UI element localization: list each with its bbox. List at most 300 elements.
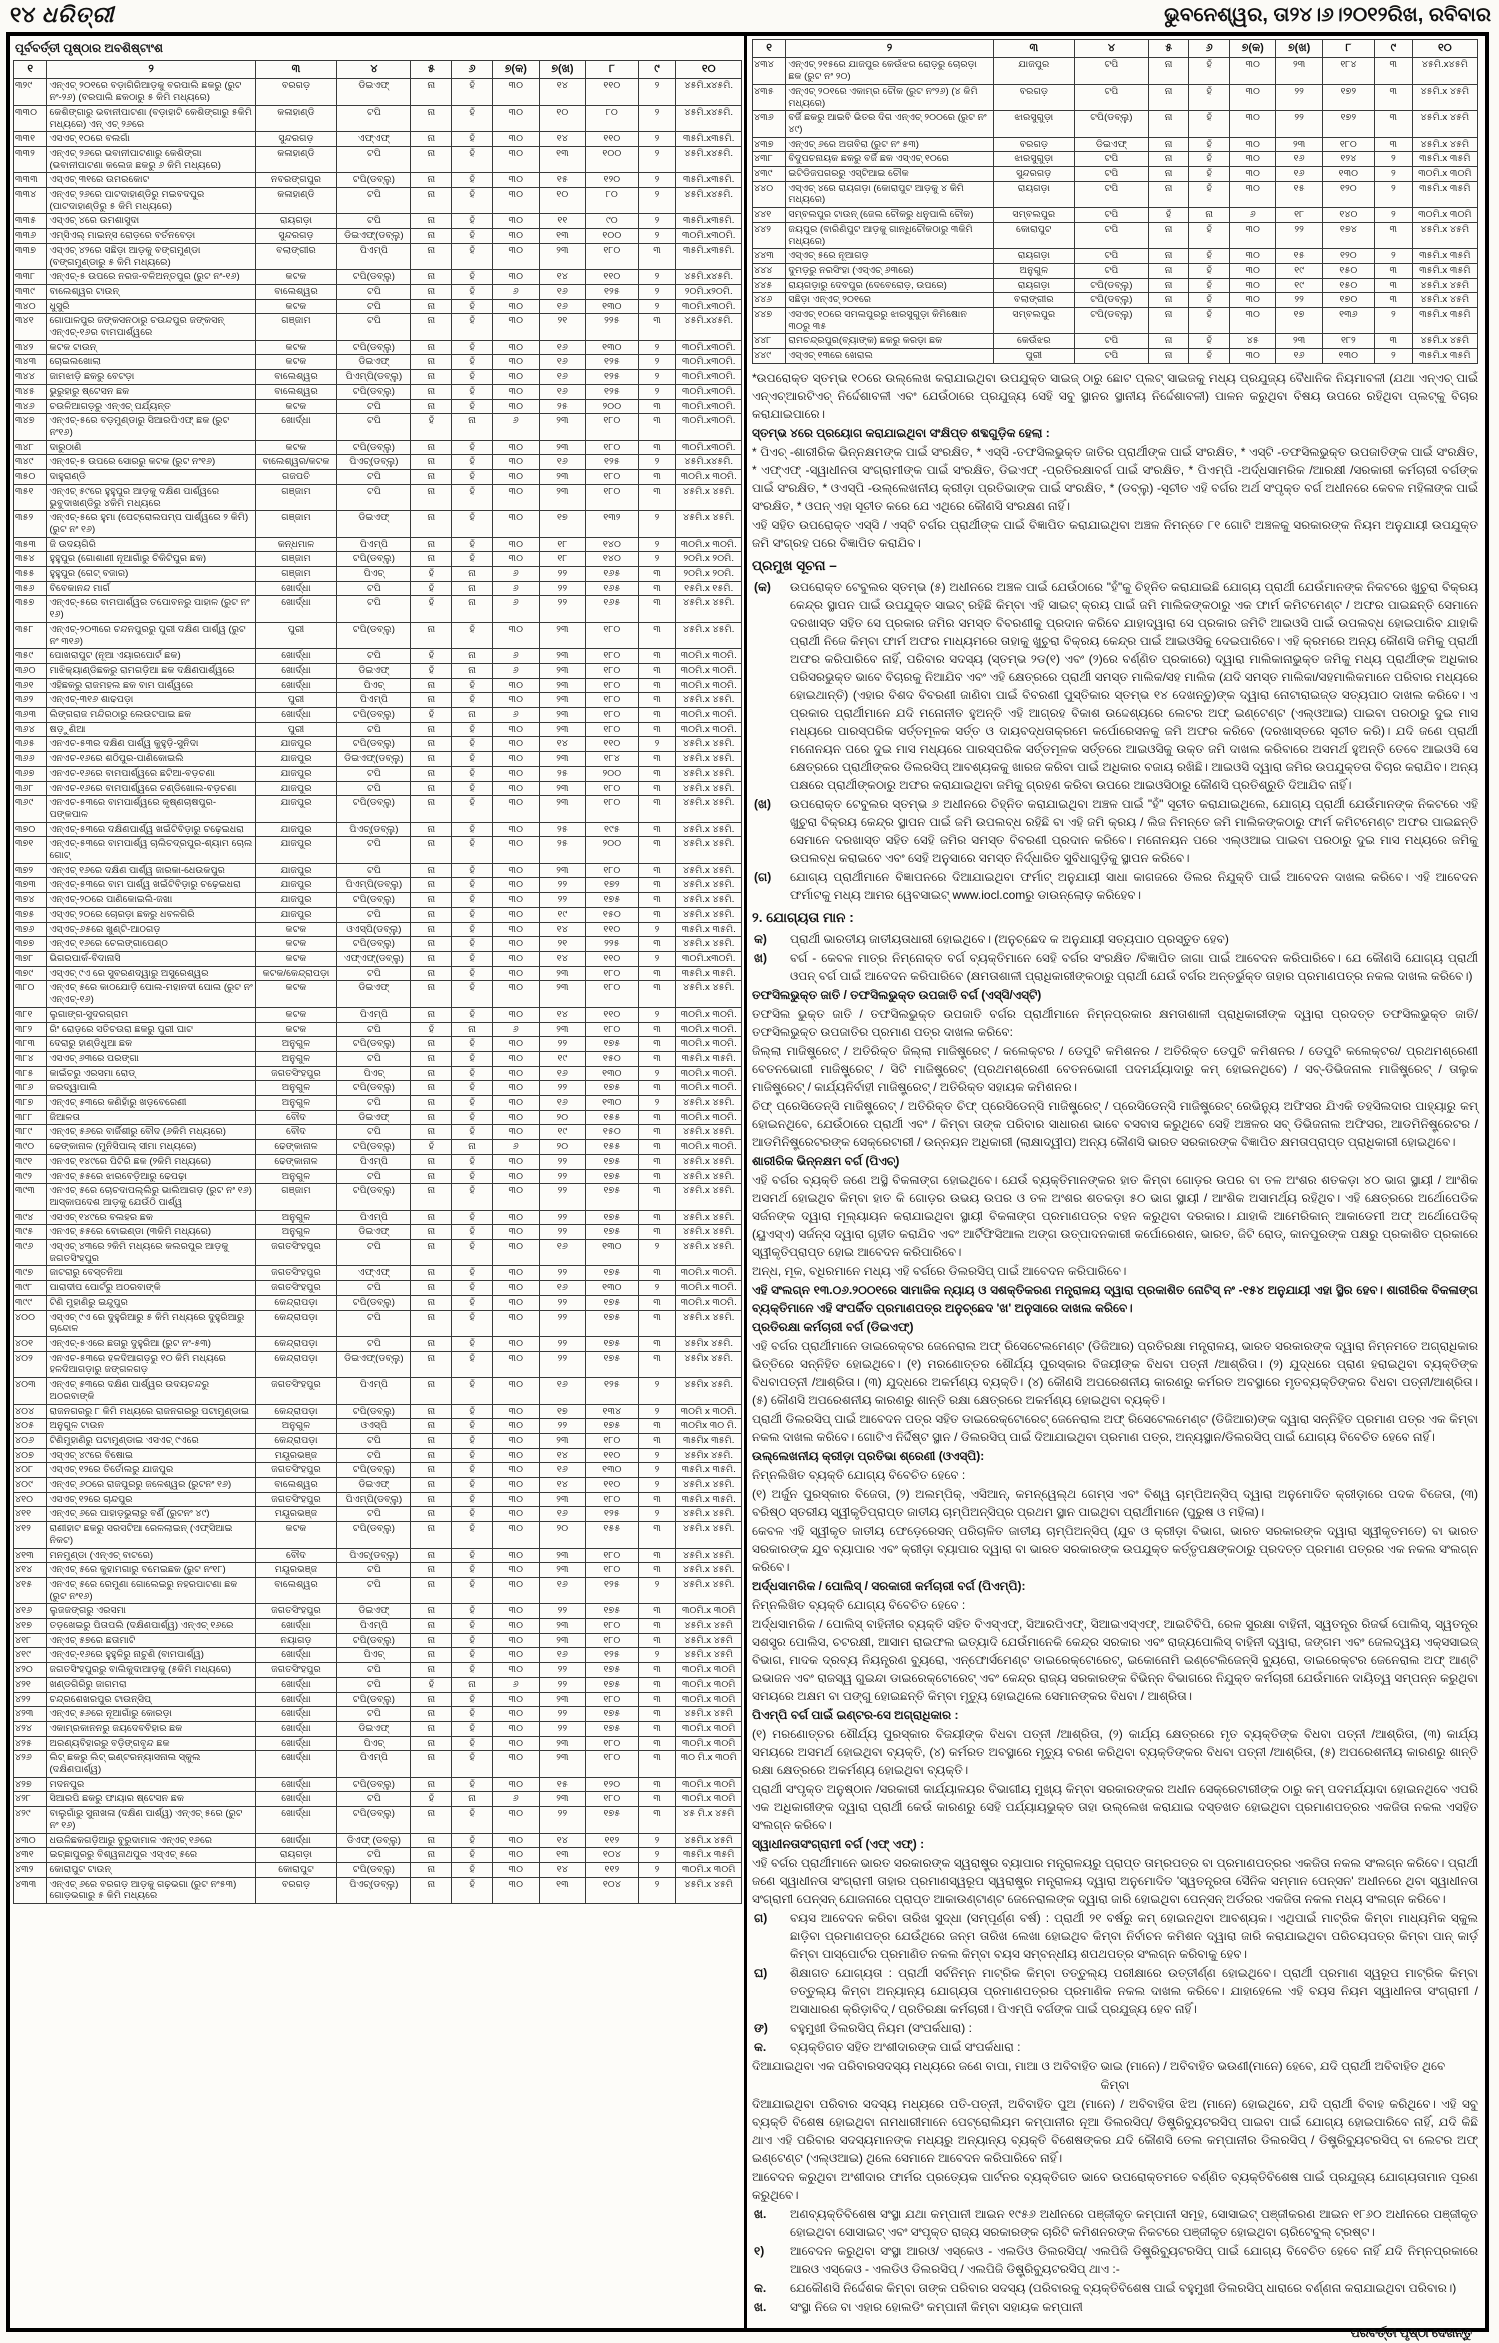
col5-cell: ନା [411, 105, 452, 131]
location-cell: ତଡ଼ଖେଇରୁ ପିତାପଲି (ଦକ୍ଷିଣପାର୍ଶ୍ୱ) ଏନ୍ଏଚ୍ ୧୬ରେ [47, 1619, 255, 1634]
col7a-cell: ୩୦ [1230, 308, 1276, 334]
text-block [752, 1485, 1478, 1521]
col7a-cell: ୬ [493, 1022, 540, 1037]
location-cell: ଏନଏଚ-୧୬ରେ ଶଠିପୁର-ପାଣିକୋଇଲି [47, 752, 255, 767]
location-cell: ଏସ୍ଏଚ୍ ୯ଏ ରେ ସୁବରଣଦ୍ୱାରୁ ଅସୁରେଶ୍ୱର [47, 966, 255, 981]
category-cell: ପିଏମ୍ପି(ଡବ୍ଲୁ) [337, 878, 411, 893]
col9-cell: ୩ [638, 796, 676, 822]
col8-cell: ୧୫୦ [586, 1125, 638, 1140]
plot-size-cell: ୧୫ମି.x ୧୫ମି. [676, 581, 742, 596]
district-cell: ବୌଦ [255, 1110, 337, 1125]
district-cell: ଖୋର୍ଦ୍ଧା [255, 649, 337, 664]
col7b-cell: ୨୨ [539, 1351, 586, 1377]
plot-size-cell: ୨୦ମି.x୨୦ମି. [676, 284, 742, 299]
col5-cell: ନା [411, 1548, 452, 1563]
category-cell: ଓଏସ୍ପି(ଡବ୍ଲୁ) [337, 922, 411, 937]
col8-cell: ୧୮୦ [586, 1633, 638, 1648]
table-row [14, 1619, 742, 1634]
district-cell: ଗଜପତି [255, 470, 337, 485]
category-cell: ଡିଏଫ୍ (ଡବ୍ଲୁ) [337, 1833, 411, 1848]
category-cell: ଟପି(ଡବ୍ଲୁ) [337, 937, 411, 952]
serial-cell: ୩୩୨ [14, 146, 47, 172]
col9-cell: ୨ [638, 1848, 676, 1863]
item-label: ଗ) [754, 1911, 768, 1926]
plot-size-cell: ୪୫ମି.x ୪୫ମି. [676, 737, 742, 752]
column-header: ୪ [1074, 40, 1148, 58]
col7a-cell: ୩୦ [493, 1184, 540, 1210]
district-cell: ବାଲେଶ୍ୱର [255, 1478, 337, 1493]
item-label: (କ) [754, 580, 771, 595]
text-block [752, 1171, 1478, 1261]
category-cell: ଟପି [337, 1022, 411, 1037]
category-cell: ପିଏମ୍ପି [337, 1007, 411, 1022]
col9-cell: ୩ [638, 1310, 676, 1336]
district-cell: ନବରଙ୍ଗପୁର [255, 173, 337, 188]
item-label: କ) [754, 932, 767, 947]
location-cell: ଜି ଉଦୟଗିରି [47, 537, 255, 552]
col7a-cell: ୩୦ [493, 537, 540, 552]
block-text: ଉଲ୍ଲେଖନୀୟ କ୍ରୀଡ଼ା ପ୍ରତିଭା ଶ୍ରେଣୀ (ଓଏସ୍ପି): [752, 1449, 985, 1464]
table-row [14, 355, 742, 370]
location-cell: ଲୁଜଜଙ୍ଗରୁ ଏରସମା [47, 1604, 255, 1619]
block-text: ବୟସ ଆବେଦନ କରିବା ତାରିଖ ସୁଦ୍ଧା (ସମ୍ପୂର୍ଣ୍ଣ ବର୍ଷ) : ପ୍ରାର୍ଥୀ ୨୧ ବର୍ଷରୁ କମ୍ ହୋଇନଥିବା ଆବଶ୍ୟକ। ଏଥିପାଇଁ ମାଟ୍ରିକ କିମ୍ବା ମାଧ୍ୟମିକ ସ୍କୁଲ ଛାଡ଼ିବା ପ୍ରମାଣପତ୍ର ଯେଉଁଥିରେ ଜନ୍ମ ତାରିଖ ଲେଖା ହୋଇଥିବ କିମ୍ବା ନିର୍ବାଚନ କମିଶନ ଦ୍ୱାରା ଜାରି କରାଯାଇଥିବା ପରିଚୟପତ୍ର କିମ୍ବା ପାନ୍ କାର୍ଡ଼ କିମ୍ବା ପାସ୍‌ପୋର୍ଟର ପ୍ରମାଣିତ ନକଲ କିମ୍ବା ବୟସ ସମ୍ବନ୍ଧୀୟ ଶପଥପତ୍ର ସଂଲଗ୍ନ କରିବାକୁ ହେବ। [790, 1911, 1478, 1962]
location-cell: କାଇଁଚରୁ ଏରସମା ରୋଡ୍ [47, 1066, 255, 1081]
category-cell: ପିଏଚ୍(ଡବ୍ଲୁ) [337, 822, 411, 837]
col9-cell: ୨ [1374, 208, 1412, 223]
block-text: * ପିଏଚ୍ -ଶାରୀରିକ ଭିନ୍ନକ୍ଷମଙ୍କ ପାଇଁ ସଂରକ୍ଷିତ, * ଏସ୍ସି -ତଫସିଲଭୁକ୍ତ ଜାତିର ପ୍ରାର୍ଥୀଙ୍କ ପାଇଁ ସଂରକ୍ଷିତ, * ଏସ୍ଟି -ତଫସିଲଭୁକ୍ତ ଉପଜାତିଙ୍କ ପାଇଁ ସଂରକ୍ଷିତ, * ଏଫ୍ଏଫ୍ -ସ୍ୱାଧୀନତା ସଂଗ୍ରାମୀଙ୍କ ପାଇଁ ସଂରକ୍ଷିତ, ଡିଇଏଫ୍ -ପ୍ରତିରକ୍ଷାବର୍ଗ ପାଇଁ ସଂରକ୍ଷିତ, * ପିଏମ୍ପି -ଅର୍ଦ୍ଧସାମରିକ /ଆରକ୍ଷୀ /ସରକାରୀ କର୍ମଚାରୀ ବର୍ଗଙ୍କ ପାଇଁ ସଂରକ୍ଷିତ, * ଓଏସ୍ପି -ଉଲ୍ଲେଖନୀୟ କ୍ରୀଡ଼ା ପ୍ରତିଭାଙ୍କ ପାଇଁ ସଂରକ୍ଷିତ, * (ଡବ୍ଲୁ) -ସୂଚୀତ ଏହି ବର୍ଗର ଅର୍ଥ ସଂପୃକ୍ତ ବର୍ଗ ଅଧୀନରେ କେବଳ ମହିଳାଙ୍କ ପାଇଁ ସଂରକ୍ଷିତ, * ଓପନ୍ ଏହା ସୂଚୀତ କରେ ଯେ ଏଥିରେ କୌଣସି ସଂରକ୍ଷଣ ନାହିଁ। [752, 444, 1478, 513]
col7b-cell: ୨୨ [539, 1707, 586, 1722]
col6-cell: ହଁ [452, 622, 493, 648]
col7a-cell: ୩୦ [493, 952, 540, 967]
location-cell: ମନମୁଣ୍ଡା (ଏନ୍ଏଚ୍ ବାଟରେ) [47, 1548, 255, 1563]
col9-cell: ୩ [638, 878, 676, 893]
col9-cell: ୨ [1374, 167, 1412, 182]
col8-cell: ୧୮୦ [1322, 137, 1374, 152]
col5-cell: ନା [411, 1807, 452, 1833]
table-row [14, 893, 742, 908]
col7b-cell: ୨୩ [539, 1692, 586, 1707]
table-row [14, 270, 742, 285]
district-cell: ଖୋର୍ଦ୍ଧା [255, 414, 337, 440]
category-cell: ଟପି [337, 470, 411, 485]
col7b-cell: ୧୬ [539, 1648, 586, 1663]
col9-cell: ୨ [638, 1448, 676, 1463]
col9-cell: ୨ [638, 1240, 676, 1266]
col8-cell: ୧୦୪ [586, 1848, 638, 1863]
col5-cell: ନା [1148, 293, 1189, 308]
col7a-cell: ୩୦ [493, 1281, 540, 1296]
district-cell: ଯାଜପୁର [255, 766, 337, 781]
col9-cell: ୩ [638, 1604, 676, 1619]
col7a-cell: ୩୦ [493, 1378, 540, 1404]
item-label: ଖ. [754, 2207, 767, 2222]
location-cell: ଏନ୍ଏଚ୍ ୫ରେ କାଠଯୋଡ଼ି ପୋଲ-ମହାନଦୀ ପୋଲ (ରୁଟ ନଂ ଏନ୍ଏଚ୍-୧୬) [47, 981, 255, 1007]
col7a-cell: ୩୦ [493, 470, 540, 485]
district-cell: ଖୋର୍ଦ୍ଧା [255, 708, 337, 723]
category-cell: ଏଫ୍ଏଫ୍ [337, 132, 411, 147]
district-cell: କନ୍ଧମାଳ [255, 537, 337, 552]
table-row [14, 922, 742, 937]
table-row [14, 1051, 742, 1066]
col8-cell: ୧୮୦ [586, 966, 638, 981]
col5-cell: ନା [411, 132, 452, 147]
table-row [753, 152, 1478, 167]
district-cell: କଟକ [255, 1022, 337, 1037]
col6-cell: ହଁ [452, 981, 493, 1007]
serial-cell: ୪୩୯ [753, 167, 786, 182]
category-cell: ଟପି(ଡବ୍ଲୁ) [337, 1463, 411, 1478]
col9-cell: ୩ [638, 1807, 676, 1833]
col7b-cell: ୨୩ [539, 243, 586, 269]
col6-cell: ହଁ [452, 1663, 493, 1678]
col6-cell: ହଁ [452, 893, 493, 908]
col7a-cell: ୩୦ [493, 922, 540, 937]
serial-cell: ୪୦୮ [14, 1463, 47, 1478]
district-cell: ସୁନ୍ଦରଗଡ଼ [255, 132, 337, 147]
col6-cell: ହଁ [452, 878, 493, 893]
serial-cell: ୪୨୭ [14, 1777, 47, 1792]
col7a-cell: ୩୦ [493, 299, 540, 314]
block-text: ସ୍ତମ୍ଭ ୪ରେ ପ୍ରୟୋଗ କରାଯାଇଥିବା ସଂକ୍ଷିପ୍ତ ଶବ୍ଦଗୁଡ଼ିକ ହେଲା : [752, 425, 1050, 440]
col8-cell: ୧୭୫ [586, 1184, 638, 1210]
col6-cell: ହଁ [452, 1721, 493, 1736]
col8-cell: ୧୨୫ [586, 1577, 638, 1603]
col6-cell: ହଁ [452, 399, 493, 414]
block-text: ଉପରୋକ୍ତ ଟେବୁଲର ସ୍ତମ୍ଭ ୬ ଅଧୀନରେ ଚିହ୍ନିତ କରାଯାଇଥିବା ଅଞ୍ଚଳ ପାଇଁ "ହଁ" ସୂଚୀତ କରାଯାଇଥିଲେ, ଯୋଗ୍ୟ ପ୍ରାର୍ଥୀ ଯେଉଁମାନଙ୍କ ନିକଟରେ ଏହି ଖୁଚୁରା ବିକ୍ରୟ କେନ୍ଦ୍ର ସ୍ଥାପନ ପାଇଁ ଜମି ଉପଲବ୍ଧ ରହିଛି ବା ଏହି ଜମି କ୍ରୟ / ଲିଜ ନିମନ୍ତେ ଜମି ମାଲିକଙ୍କଠାରୁ ଫାର୍ମ କମିଟମେଣ୍ଟ ଅଫର ପାଇଛନ୍ତି ସେମାନେ ଦରଖାସ୍ତ ସହିତ ସେହି ଜମିର ସମସ୍ତ ବିବରଣୀ ପ୍ରଦାନ କରିବେ। ମନୋନୟନ ପରେ ଏଲ୍ଓଆଇ ପାଇବା ପରଠାରୁ ଦୁଇ ମାସ ମଧ୍ୟରେ ଜମିକୁ ଉପଲବ୍ଧ କରାଇବେ ଏବଂ ସେହି ଅନୁସାରେ ସମସ୍ତ ନିର୍ଦ୍ଧାରିତ ସୁବିଧାଗୁଡ଼ିକୁ ସ୍ଥାପନ କରିବେ। [790, 797, 1478, 866]
col6-cell: ହଁ [452, 1619, 493, 1634]
col6-cell: ହଁ [452, 1577, 493, 1603]
col9-cell: ୨ [638, 384, 676, 399]
text-block [752, 2205, 1478, 2241]
category-cell: ଟପି(ଡବ୍ଲୁ) [337, 173, 411, 188]
category-cell: ଟପି [337, 596, 411, 622]
col7b-cell: ୨୨ [539, 1225, 586, 1240]
block-text: ଏହି ସହିତ ଉପରୋକ୍ତ ଏସ୍ସି / ଏସ୍ଟି ବର୍ଗର ପ୍ରାର୍ଥୀଙ୍କ ପାଇଁ ବିଜ୍ଞାପିତ କରାଯାଇଥିବା ଅଞ୍ଚଳ ନିମନ୍ତେ ୮୧ ଗୋଟି ଅଞ୍ଚଳକୁ ସରକାରଙ୍କ ନିୟମ ଅନୁଯାୟୀ ଉପଯୁକ୍ତ ଜମି ସଂଗ୍ରହ ପରେ ବିଜ୍ଞାପିତ କରାଯିବ। [752, 517, 1478, 550]
col6-cell: ହଁ [452, 1007, 493, 1022]
category-cell: ଡିଇଏଫ୍ [337, 355, 411, 370]
location-cell: ଷଡ଼ୁଣିଆ [47, 722, 255, 737]
col9-cell: ୩ [638, 484, 676, 510]
text-block [752, 369, 1478, 423]
col6-cell: ହଁ [1189, 84, 1230, 110]
district-cell: କଟକ [255, 937, 337, 952]
serial-cell: ୩୪୨ [14, 340, 47, 355]
col9-cell: ୨ [638, 1863, 676, 1878]
col8-cell: ୧୮୦ [586, 622, 638, 648]
plot-size-cell: ୪୫ମି.x୪୫ମି [1412, 58, 1477, 84]
serial-cell: ୩୪୧ [14, 314, 47, 340]
plot-size-cell: ୩୫ମି.x ୩୫ମି. [676, 1463, 742, 1478]
location-cell: ଏନଏଚ-୫୩ରେ ହଳଦିଆଗଡ଼ରୁ ୧୦ କିମି ମଧ୍ୟରେ ହଳଦିଆଗଡ଼ାରୁ ଜଙ୍ଗଳଗଡ଼ [47, 1351, 255, 1377]
table-row [753, 349, 1478, 364]
serial-cell: ୪୪୬ [753, 293, 786, 308]
col7a-cell: ୩୦ [493, 270, 540, 285]
table-row [14, 484, 742, 510]
table-row [14, 340, 742, 355]
col9-cell: ୩ [638, 1707, 676, 1722]
col8-cell: ୧୫୦ [586, 1051, 638, 1066]
serial-cell: ୩୪୫ [14, 384, 47, 399]
plot-size-cell: ୩୦ମି.x ୩୦ମି. [676, 1007, 742, 1022]
col8-cell: ୧୨୫ [586, 384, 638, 399]
col5-cell: ନା [411, 1281, 452, 1296]
district-cell: ଖୋର୍ଦ୍ଧା [255, 1721, 337, 1736]
col9-cell: ୩ [1374, 263, 1412, 278]
plot-size-cell: ୪୫ମି.x ୪୫ମି [1412, 293, 1477, 308]
column-header: ୨ [786, 40, 993, 58]
col6-cell: ହଁ [452, 1295, 493, 1310]
category-cell: ଟପି(ଡବ୍ଲୁ) [337, 796, 411, 822]
col7b-cell: ୨୩ [539, 414, 586, 440]
col7b-cell: ୧୬ [539, 299, 586, 314]
col7a-cell: ୩୦ [493, 1522, 540, 1548]
location-cell: ସିଆରପି ଛକରୁ ଫାୟାର ଷ୍ଟେସନ ଛକ [47, 1792, 255, 1807]
col7a-cell: ୩୦ [1230, 111, 1276, 137]
col8-cell: ୧୮୪ [1322, 58, 1374, 84]
col8-cell: ୧୨୫ [586, 1648, 638, 1663]
plot-size-cell: ୪୫ମି.x ୪୫ମି. [676, 1563, 742, 1578]
col5-cell: ନା [411, 1419, 452, 1434]
location-cell: ଅନୁଗୁଳ ଟାଉନ [47, 1419, 255, 1434]
plot-size-cell: ୩୦ମି.x ୩୦ମି. [676, 1037, 742, 1052]
location-cell: ଏନଏଚ୍ ୫୫ରେ ବୋଇଣ୍ଡା (୩କିମି ମଧ୍ୟରେ) [47, 1225, 255, 1240]
col9-cell: ୩ [638, 470, 676, 485]
col6-cell: ହଁ [452, 243, 493, 269]
serial-cell: ୩୫୫ [14, 567, 47, 582]
serial-cell: ୪୦୯ [14, 1478, 47, 1493]
category-cell: ପିଏମ୍ପି [337, 1751, 411, 1777]
plot-size-cell: ୩୦ମି.x୩୦ମି. [676, 414, 742, 440]
col6-cell: ହଁ [452, 1404, 493, 1419]
col7a-cell: ୩୦ [493, 1707, 540, 1722]
plot-size-cell: ୪୫ମି.x ୪୫ମି [1412, 222, 1477, 248]
col9-cell: ୩ [638, 581, 676, 596]
col8-cell: ୧୮୦ [586, 1563, 638, 1578]
col5-cell: ନା [411, 173, 452, 188]
col8-cell: ୧୮୦ [586, 1792, 638, 1807]
serial-cell: ୩୪୪ [14, 370, 47, 385]
category-cell: ଡିଇଏଫ୍(ଡବ୍ଲୁ) [337, 752, 411, 767]
col5-cell: ନା [411, 1096, 452, 1111]
category-cell: ଟପି(ଡବ୍ଲୁ) [337, 552, 411, 567]
col7a-cell: ୩୦ [493, 1848, 540, 1863]
plot-size-cell: ୩୦ମି.x ୩୦ମି. [676, 663, 742, 678]
col9-cell: ୩ [638, 1154, 676, 1169]
district-cell: ବରଗଡ଼ [993, 84, 1074, 110]
district-cell: ଜଗତସିଂହପୁର [255, 1266, 337, 1281]
table-row [753, 293, 1478, 308]
col7a-cell: ୩୦ [493, 1721, 540, 1736]
category-cell: ଟପି [337, 766, 411, 781]
category-cell: ଟପି(ଡବ୍ଲୁ) [337, 384, 411, 399]
col8-cell: ୧୮୦ [586, 1492, 638, 1507]
column-header: ୧ [753, 40, 786, 58]
col5-cell: ହଁ [411, 708, 452, 723]
col8-cell: ୧୩୦ [1322, 167, 1374, 182]
plot-size-cell: ୪୫ମି.x ୪୫ମି. [676, 796, 742, 822]
col6-cell: ହଁ [452, 1169, 493, 1184]
serial-cell: ୩୭୩ [14, 878, 47, 893]
block-text: ଅନ୍ଧ, ମୂକ, ବଧିରମାନେ ମଧ୍ୟ ଏହି ବର୍ଗରେ ଡିଲରସିପ୍ ପାଇଁ ଆବେଦନ କରିପାରିବେ। [752, 1264, 1127, 1279]
location-cell: ଏନ୍ଏଚ୍-୫୩ରେ ଦକ୍ଷିଣପାର୍ଶ୍ୱ ଖଇଁଟିବିଡ଼ାରୁ ଚଢ଼େଇଧରା [47, 822, 255, 837]
serial-cell: ୪୩୩ [14, 1877, 47, 1903]
col9-cell: ୨ [638, 299, 676, 314]
location-cell: ଧଉଳିଛକଗଡ଼ିଆରୁ ବୁରୁଦାମାଳ ଏନ୍ଏଚ୍ ୧୬ରେ [47, 1833, 255, 1848]
col9-cell: ୨ [638, 1833, 676, 1848]
category-cell: ଟପି(ଡବ୍ଲୁ) [337, 622, 411, 648]
serial-cell: ୪୨୩ [14, 1707, 47, 1722]
category-cell: ଟପି [337, 1448, 411, 1463]
col9-cell: ୩ [638, 1051, 676, 1066]
plot-size-cell: ୪୫ମି.x ୪୫ମି. [676, 752, 742, 767]
table-row [14, 678, 742, 693]
table-row [14, 1721, 742, 1736]
serial-cell: ୪୪୨ [753, 222, 786, 248]
district-cell: ଖୋର୍ଦ୍ଧା [255, 1751, 337, 1777]
col7b-cell: ୧୬ [539, 1378, 586, 1404]
plot-size-cell: ୩୦ମି x ୩୦ମି. [676, 1404, 742, 1419]
col9-cell: ୨ [638, 922, 676, 937]
column-header: ୧୦ [1412, 40, 1477, 58]
column-header: ୬ [452, 61, 493, 79]
col7a-cell: ୩୦ [493, 1404, 540, 1419]
col9-cell: ୨ [638, 79, 676, 105]
location-cell: ଏସ୍ଏଚ୍ ୪୯ରେ ବିଷୋଇ [47, 1448, 255, 1463]
column-header: ୩ [993, 40, 1074, 58]
column-header: ୫ [411, 61, 452, 79]
location-cell: ଲିଟ୍ ଛକରୁ ଲିଟ୍ ଇଣ୍ଟରନ୍ୟାସନାଲ ସ୍କୁଲ (ଦକ୍ଷିଣପାର୍ଶ୍ୱ) [47, 1751, 255, 1777]
col7a-cell: ୩୦ [493, 484, 540, 510]
col7b-cell: ୧୬ [539, 1507, 586, 1522]
block-text: ଉପରୋକ୍ତ ଟେବୁଲର ସ୍ତମ୍ଭ (୫) ଅଧୀନରେ ଅଞ୍ଚଳ ପାଇଁ ଯେଉଁଠାରେ "ହଁ"କୁ ଚିହ୍ନିତ କରାଯାଇଛି ଯୋଗ୍ୟ ପ୍ରାର୍ଥୀ ଯେଉଁମାନଙ୍କ ନିକଟରେ ଖୁଚୁରା ବିକ୍ରୟ କେନ୍ଦ୍ର ସ୍ଥାପନ ପାଇଁ ଉପଯୁକ୍ତ ସାଇଟ୍ ରହିଛି କିମ୍ବା ଏହି ସାଇଟ୍ କ୍ରୟ ପାଇଁ ଜମି ମାଲିକଙ୍କଠାରୁ ଏକ ଫାର୍ମ କମିଟମେଣ୍ଟ / ଅଫର ପାଇଛନ୍ତି ସେମାନେ ଦରଖାସ୍ତ ସହିତ ସେ ପ୍ରକାର ଜମିର ସମସ୍ତ ବିବରଣୀକୁ ପ୍ରଦାନ କରିବେ ଯାହାଦ୍ୱାରା ସେ ପ୍ରକାର ଜମିଟି ଆଇଓସି ପାଇଁ ଉପଲବ୍ଧ ହୋଇପାରିବ ଯାହାକି ପ୍ରାର୍ଥୀ ନିଜେ କିମ୍ବା ଫାର୍ମ ଅଫର ମାଧ୍ୟମରେ ତାହାକୁ ଖୁଚୁରା ବିକ୍ରୟ କେନ୍ଦ୍ର ପାଇଁ ଆଇଓସିକୁ ଦେଇପାରିବେ। ଏହି କ୍ରମରେ ଅନ୍ୟ କୌଣସି ଜମିକୁ ପ୍ରାର୍ଥୀ ଅଫର କରିପାରିବେ ନାହିଁ, ପରିବାର ସଦସ୍ୟ (ସ୍ତମ୍ଭ ୨ଡ(୧) ଏବଂ (୨)ରେ ବର୍ଣ୍ଣିତ ପ୍ରକାରେ) ଦ୍ୱାରା ମାଲିକାନାଭୁକ୍ତ ଜମିକୁ ମଧ୍ୟ ପ୍ରାର୍ଥୀଙ୍କ ଅଧିକାର ପରିସରଭୁକ୍ତ ଭାବେ ବିଚାରକୁ ନିଆଯିବ ଏବଂ ଏହି କ୍ଷେତ୍ରରେ ପ୍ରାର୍ଥୀ ସମସ୍ତ ମାଲିକ/ସହ ମାଲିକ (ଯଦି ସମସ୍ତ ମାଲିକା/ସହମାଲିକମାନେ ପରିବାର ମଧ୍ୟରେ ହୋଇଥାନ୍ତି) (ଏହାର ବିଶଦ ବିବରଣୀ ଜାଣିବା ପାଇଁ ବିବରଣୀ ପୁସ୍ତିକାର ସ୍ତମ୍ଭ ୧୪ ଦେଖନ୍ତୁ)ଙ୍କ ଦ୍ୱାରା ନୋଟାରାଇଜ୍‌ଡ ସତ୍ୟପାଠ ଦାଖଲ କରିବେ। ଏ ପ୍ରକାର ପ୍ରାର୍ଥୀମାନେ ଯଦି ମନୋନୀତ ହୁଅନ୍ତି ଏହି ଆଗ୍ରହ ବିକାଶ ଉଦ୍ଦେଶ୍ୟରେ ଲେଟର ଅଫ୍ ଇଣ୍ଟେଣ୍ଟ (ଏଲ୍ଓଆଇ) ପାଇବା ପରଠାରୁ ଦୁଇ ମାସ ମଧ୍ୟରେ ପାରସ୍ପରିକ ସର୍ତ୍ତମୂଳକ ସର୍ତ୍ତ ଓ ଦାୟବଦ୍ଧତାକ୍ରମେ କର୍ପୋରେସନକୁ ଜମି ଅଫର କରିବେ (ଦରଖାସ୍ତରେ ସୂଚୀତ କରି)। ଯଦି ଜଣେ ପ୍ରାର୍ଥୀ ମନୋନୟନ ପରେ ଦୁଇ ମାସ ମଧ୍ୟରେ ପାରସ୍ପରିକ ସର୍ତ୍ତମୂଳକ ସର୍ତ୍ତରେ ଆଇଓସିକୁ ଉକ୍ତ ଜମି ଦାଖଲ କରିବାରେ ଅସମର୍ଥ ହୁଅନ୍ତି ତେବେ ଆଇଓସି ସେ କ୍ଷେତ୍ରରେ ପ୍ରାର୍ଥୀଙ୍କର ଡିଲରସିପ୍ ଆବଶ୍ୟକକୁ ଖାରଜ କରିବା ପାଇଁ ଅଧିକାର ବଜାୟ ରଖିଛି। ଆଇଓସି ଦ୍ୱାରା ଜମିର ଉପଯୁକ୍ତତା ବିଚାର କରାଯିବ। ଅନ୍ୟ ପକ୍ଷରେ ପ୍ରାର୍ଥୀଙ୍କଠାରୁ ଅଫର କରାଯାଇଥିବା ଜମିକୁ ଗ୍ରହଣ କରିବା ଉପରେ ଆଇଓସିଠାରୁ କୌଣସି ପ୍ରତିଶ୍ରୁତି ଦିଆଯିବ ନାହିଁ। [790, 580, 1478, 793]
serial-cell: ୩୭୪ [14, 893, 47, 908]
location-cell: ରାଜନଗରରୁ ୮ କିମି ମଧ୍ୟରେ ରାଜନଗରରୁ ପଟାମୁଣ୍ଡାଇ [47, 1404, 255, 1419]
district-cell: ଝାରସୁଗୁଡ଼ା [993, 111, 1074, 137]
col6-cell: ହଁ [452, 1351, 493, 1377]
table-row [14, 781, 742, 796]
table-row [14, 1777, 742, 1792]
col9-cell: ୩ [638, 414, 676, 440]
col5-cell: ନା [411, 952, 452, 967]
block-text: କେବଳ ଏହି ସ୍ୱୀକୃତ ଜାତୀୟ ଫେଡ଼େରେସନ୍ ପରିଚାଳିତ ଜାତୀୟ ଚାମ୍ପିଅନ୍‌ସିପ୍ (ଯୁବ ଓ କ୍ରୀଡ଼ା ବିଭାଗ, ଭାରତ ସରକାରଙ୍କ ଦ୍ୱାରା ସ୍ୱୀକୃତମତେ) ବା ଭାରତ ସରକାରଙ୍କ ଯୁବ ବ୍ୟାପାର ଏବଂ କ୍ରୀଡ଼ା ବ୍ୟାପାର ଦ୍ୱାରା ବା ଭାରତ ସରକାରଙ୍କ ଉପଯୁକ୍ତ କର୍ତ୍ତୃପକ୍ଷଙ୍କଠାରୁ ପ୍ରଦତ୍ତ ପ୍ରମାଣ ପତ୍ରର ଏକ ନକଲ ସଂଲଗ୍ନ କରିବେ। [752, 1524, 1478, 1575]
col5-cell: ନା [411, 1448, 452, 1463]
col7b-cell: ୨୩ [539, 1563, 586, 1578]
district-cell: କଳାହାଣ୍ଡି [255, 188, 337, 214]
location-cell: ଏନ୍ଏଚ୍ ୫୩ରେ ଦକ୍ଷିଣ ପାର୍ଶ୍ୱର ଉଦୟଚନ୍ଦରୁ ଅଠରବାଙ୍କି [47, 1378, 255, 1404]
text-block [752, 1466, 1478, 1484]
plot-size-cell: ୪୫ମି.x ୪୫ମି [1412, 334, 1477, 349]
plot-size-cell: ୪୫ମି.x ୪୫ମି. [676, 907, 742, 922]
serial-cell: ୩୪୩ [14, 355, 47, 370]
plot-size-cell: ୩୦ମି.x ୩୦ମି. [676, 470, 742, 485]
col9-cell: ୩ [638, 1110, 676, 1125]
col9-cell: ୩ [638, 1295, 676, 1310]
plot-size-cell: ୩୦ମି.x୩୦ମି. [676, 399, 742, 414]
col5-cell: ନା [411, 214, 452, 229]
serial-cell: ୪୨୧ [14, 1677, 47, 1692]
category-cell: ଟପି(ଡବ୍ଲୁ) [337, 270, 411, 285]
block-text: (୧) ମରଣୋତ୍ତର ଶୌର୍ଯ୍ୟ ପୁରସ୍କାର ବିଜୟୀଙ୍କ ବିଧବା ପତ୍ନୀ /ଆଶ୍ରିତା, (୨) କାର୍ଯ୍ୟ କ୍ଷେତ୍ରରେ ମୃତ ବ୍ୟକ୍ତିଙ୍କ ବିଧବା ପତ୍ନୀ /ଆଶ୍ରିତା, (୩) କାର୍ଯ୍ୟ ସମୟରେ ଅସମର୍ଥ ହୋଇଥିବା ବ୍ୟକ୍ତି, (୪) କର୍ମରତ ଅବସ୍ଥାରେ ମୃତ୍ୟୁ ବରଣ କରିଥିବା ବ୍ୟକ୍ତିଙ୍କର ବିଧବା ପତ୍ନୀ /ଆଶ୍ରିତା, (୫) ଅପରେଶନୀୟ କାରଣରୁ ଶାନ୍ତି ରକ୍ଷା କ୍ଷେତ୍ରରେ ଅକର୍ମଣ୍ୟ ହୋଇଥିବା ବ୍ୟକ୍ତି। [752, 1727, 1478, 1778]
location-cell: ଏସଏଚ୍ ୧୦ରେ ବଲଗାଁ [47, 132, 255, 147]
table-row [14, 1081, 742, 1096]
col6-cell: ହଁ [452, 1507, 493, 1522]
category-cell: ଟପି [337, 1848, 411, 1863]
table-row [14, 766, 742, 781]
col6-cell: ନା [452, 1022, 493, 1037]
table-row [14, 1007, 742, 1022]
col7a-cell: ୪୫ [1230, 334, 1276, 349]
serial-cell: ୪୦୨ [14, 1351, 47, 1377]
category-cell: ଡିଇଏଫ୍ [337, 1478, 411, 1493]
district-cell: କୋରାପୁଟ [255, 1863, 337, 1878]
serial-cell: ୩୬୭ [14, 766, 47, 781]
serial-cell: ୪୩୧ [14, 1848, 47, 1863]
location-cell: ଭିଗରପାର୍କ-ବିଦାନାସି [47, 952, 255, 967]
col7a-cell: ୩୦ [493, 1877, 540, 1903]
col8-cell: ୧୩୦ [586, 1463, 638, 1478]
col9-cell: ୩ [638, 596, 676, 622]
serial-cell: ୩୩୪ [14, 188, 47, 214]
col6-cell: ହଁ [1189, 278, 1230, 293]
col7a-cell: ୬ [493, 1792, 540, 1807]
plot-size-cell: ୩୦ମି.x ୩୦ମି. [676, 537, 742, 552]
serial-cell: ୩୪୮ [14, 440, 47, 455]
col9-cell: ୩ [638, 1266, 676, 1281]
district-cell: ଯାଜପୁର [255, 781, 337, 796]
col7b-cell: ୧୫ [1276, 249, 1322, 264]
category-cell: ପିଏମ୍ପି [337, 1154, 411, 1169]
col7a-cell: ୩୦ [493, 1577, 540, 1603]
table-row [753, 137, 1478, 152]
col5-cell: ନା [1148, 167, 1189, 182]
col8-cell: ୧୭୫ [586, 1604, 638, 1619]
district-cell: ଯାଜପୁର [255, 863, 337, 878]
col7b-cell: ୨୩ [539, 440, 586, 455]
col8-cell: ୯୦ [586, 214, 638, 229]
category-cell: ଡିଇଏଫ୍ [337, 1225, 411, 1240]
column-header: ୮ [586, 61, 638, 79]
text-block [752, 516, 1478, 552]
district-cell: କଟକ [255, 270, 337, 285]
district-cell: ଖୋର୍ଦ୍ଧା [255, 596, 337, 622]
text-block [752, 1281, 1478, 1317]
text-block [752, 1706, 1478, 1724]
table-row [14, 837, 742, 863]
district-cell: ଯାଜପୁର [255, 893, 337, 908]
col7a-cell: ୩୦ [1230, 167, 1276, 182]
plot-size-cell: ୪୫ ମି.x ୪୫ମି [676, 1807, 742, 1833]
col7b-cell: ୧୪ [539, 132, 586, 147]
col7a-cell: ୩୦ [493, 188, 540, 214]
col5-cell: ହଁ [411, 1140, 452, 1155]
item-label: ଘ) [754, 1966, 768, 1981]
col6-cell: ହଁ [452, 440, 493, 455]
col5-cell: ନା [411, 937, 452, 952]
block-text: *ଉପରୋକ୍ତ ସ୍ତମ୍ଭ ୧୦ରେ ଉଲ୍ଲେଖ କରାଯାଇଥିବା ଉପଯୁକ୍ତ ସାଇଜ୍ ଠାରୁ ଛୋଟ ପ୍ଲଟ୍ ସାଇଜକୁ ମଧ୍ୟ ପ୍ରଯୁଜ୍ୟ ବୈଧାନିକ ନିୟମାବଳୀ (ଯଥା ଏନ୍ଏଚ୍ ପାଇଁ ଏନ୍ଏଚ୍ଆରଟିଏଚ୍ ନିର୍ଦ୍ଦେଶାବଳୀ ଏବଂ ଯେଉଁଠାରେ ପ୍ରଯୁଜ୍ୟ ସେହି ସବୁ ସ୍ଥାନର ସ୍ଥାନୀୟ ନିର୍ଦ୍ଦେଶାବଳୀ) ପାଳନ କରୁଥିବା ବିଷୟ ଉପରେ ରହିଥିବା ପ୍ଲଟ୍‌କୁ ବିଚାର କରାଯାଇପାରେ। [752, 370, 1478, 421]
plot-size-cell: ୩୦ମି.x ୩୦ମି [676, 1736, 742, 1751]
text-block [752, 930, 1478, 948]
col5-cell: ନା [1148, 278, 1189, 293]
serial-cell: ୩୪୭ [14, 414, 47, 440]
serial-cell: ୩୮୧ [14, 1007, 47, 1022]
col7a-cell: ୩୦ [493, 455, 540, 470]
col5-cell: ନା [411, 922, 452, 937]
column-header: ୭(ଖ) [1276, 40, 1322, 58]
col7b-cell: ୨୩ [539, 966, 586, 981]
col7a-cell: ୩୦ [493, 1210, 540, 1225]
plot-size-cell: ୪୫ମି.x ୪୫ମି. [676, 837, 742, 863]
block-text: ଏହି ବର୍ଗର ପ୍ରାର୍ଥୀମାନେ ଭାରତ ସରକାରଙ୍କ ସ୍ୱରାଷ୍ଟ୍ର ବ୍ୟାପାର ମନ୍ତ୍ରାଳୟରୁ ପ୍ରାପ୍ତ ତାମ୍ରପତ୍ର ବା ପ୍ରମାଣପତ୍ରର ଏକଜିତା ନକଲ ସଂଲଗ୍ନ କରିବେ। ପ୍ରାର୍ଥୀ ଜଣେ ସ୍ୱାଧୀନତା ସଂଗ୍ରାମୀ ତାହାର ପ୍ରମାଣସ୍ୱରୂପ ସ୍ୱରାଷ୍ଟ୍ର ମନ୍ତ୍ରାଳୟ ଦ୍ୱାରା ଅନୁମୋଦିତ 'ସ୍ୱତନ୍ତ୍ରତା ସୈନିକ ସମ୍ମାନ ପେନ୍ସନ' ଅଧୀନରେ ଥିବା ସ୍ୱାଧୀନତା ସଂଗ୍ରାମୀ ପେନ୍ସନ୍ ଯୋଜନାରେ ପ୍ରାପ୍ତ ଆକାଉଣ୍ଟାଣ୍ଟ ଜେନେରାଲଙ୍କ ଦ୍ୱାରା ଜାରି ହୋଇଥିବା ପେନ୍ସନ୍ ଅର୍ଡରର ଏକଜିତା ନକଲ ମଧ୍ୟ ସଂଲଗ୍ନ କରିବେ। [752, 1856, 1478, 1907]
